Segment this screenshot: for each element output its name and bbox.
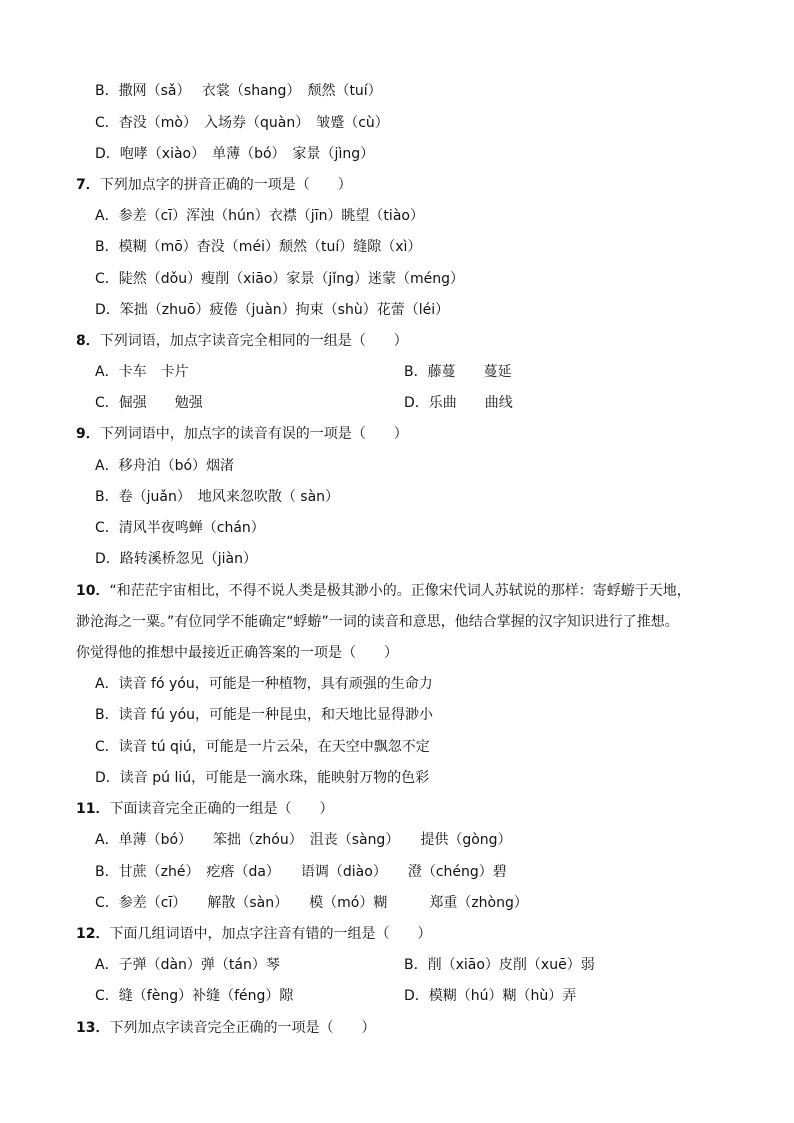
option-b: B．撒网（sǎ） 衣裳（shang） 颓然（tuí） (95, 83, 382, 99)
q12-option-a: A．子弹（dàn）弹（tán）琴 (95, 957, 280, 973)
question-7: 7．下列加点字的拼音正确的一项是（ ） (76, 177, 352, 193)
question-10: 10．“和茫茫宇宙相比，不得不说人类是极其渺小的。正像宋代词人苏轼说的那样：寄蜉蝣于天地， (76, 583, 691, 599)
option-d: D．咆哮（xiào） 单薄（bó） 家景（jìng） (95, 146, 375, 162)
q8-option-c: C．倔强 勉强 (95, 395, 203, 411)
q10-option-a: A．读音 fó yóu，可能是一种植物，具有顽强的生命力 (95, 676, 433, 692)
question-11: 11．下面读音完全正确的一组是（ ） (76, 801, 334, 817)
question-13: 13．下列加点字读音完全正确的一项是（ ） (76, 1020, 376, 1036)
q7-option-a: A．参差（cī）浑浊（hún）衣襟（jīn）眺望（tiào） (95, 208, 424, 224)
q7-option-c: C．陡然（dǒu）瘦削（xiāo）家景（jǐng）迷蒙（méng） (95, 271, 464, 287)
option-c: C．杳没（mò） 入场券（quàn） 皱蹙（cù） (95, 115, 389, 131)
q9-option-d: D．路转溪桥忽见（jiàn） (95, 551, 258, 567)
q9-option-c: C．清风半夜鸣蝉（chán） (95, 520, 265, 536)
q8-option-d: D．乐曲 曲线 (404, 395, 513, 411)
q11-option-a: A．单薄（bó） 笨拙（zhóu） 沮丧（sàng） 提供（gòng） (95, 832, 512, 848)
question-10-line-2: 渺沧海之一粟。”有位同学不能确定“蜉蝣”一词的读音和意思，他结合掌握的汉字知识进行了推想。 (76, 614, 679, 630)
question-8: 8．下列词语，加点字读音完全相同的一组是（ ） (76, 333, 408, 349)
q10-option-b: B．读音 fú yóu，可能是一种昆虫，和天地比显得渺小 (95, 707, 434, 723)
q9-option-b: B．卷（juǎn） 地风来忽吹散（ sàn） (95, 489, 340, 505)
q11-option-c: C．参差（cī） 解散（sàn） 模（mó）糊 郑重（zhòng） (95, 895, 528, 911)
q12-option-b: B．削（xiāo）皮削（xuē）弱 (404, 957, 595, 973)
q10-option-c: C．读音 tú qiú，可能是一片云朵，在天空中飘忽不定 (95, 739, 430, 755)
question-9: 9．下列词语中，加点字的读音有误的一项是（ ） (76, 426, 408, 442)
question-10-line-3: 你觉得他的推想中最接近正确答案的一项是（ ） (76, 645, 398, 661)
q7-option-d: D．笨拙（zhuō）疲倦（juàn）拘束（shù）花蕾（léi） (95, 302, 450, 318)
q12-option-c: C．缝（fèng）补缝（féng）隙 (95, 988, 294, 1004)
q8-option-a: A．卡车 卡片 (95, 364, 189, 380)
q9-option-a: A．移舟泊（bó）烟渚 (95, 458, 235, 474)
question-12: 12．下面几组词语中，加点字注音有错的一组是（ ） (76, 926, 432, 942)
q10-option-d: D．读音 pú liú，可能是一滴水珠，能映射万物的色彩 (95, 770, 430, 786)
q11-option-b: B．甘蔗（zhé） 疙瘩（da） 语调（diào） 澄（chéng）碧 (95, 864, 507, 880)
q12-option-d: D．模糊（hú）糊（hù）弄 (404, 988, 577, 1004)
q8-option-b: B．藤蔓 蔓延 (404, 364, 512, 380)
q7-option-b: B．模糊（mō）杳没（méi）颓然（tuí）缝隙（xì） (95, 239, 422, 255)
